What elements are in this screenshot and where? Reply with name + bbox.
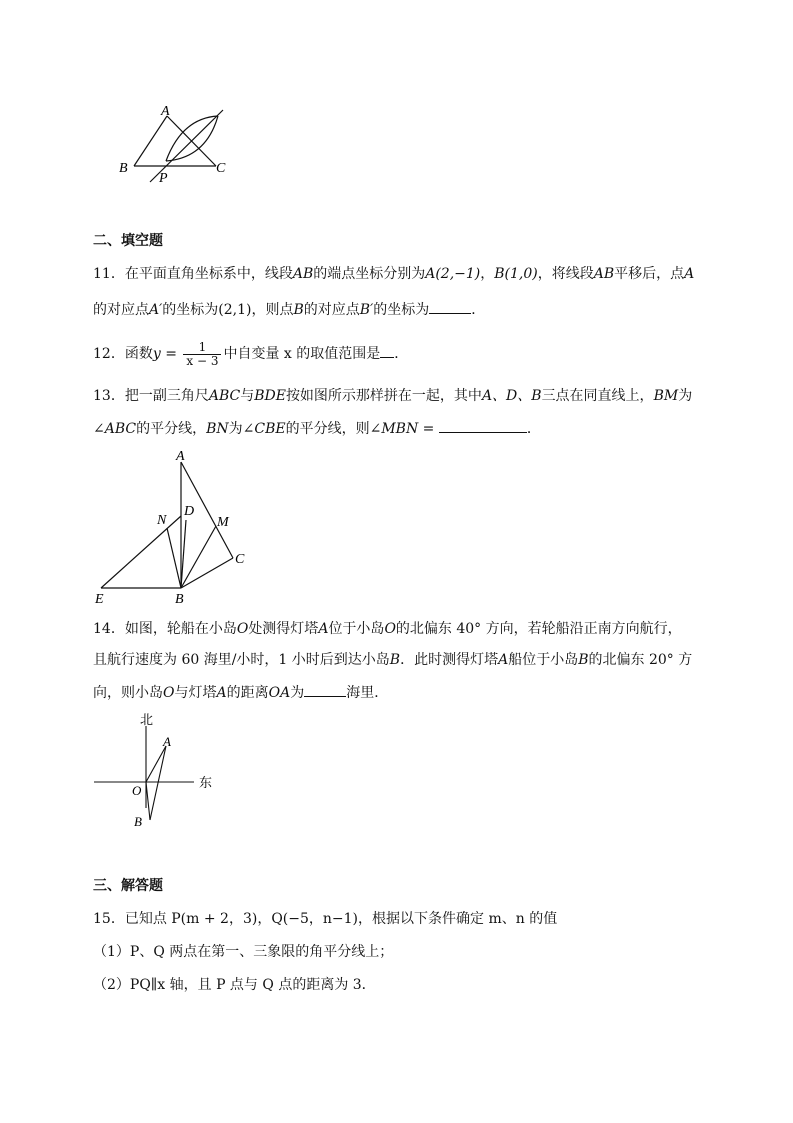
- label-north: 北: [140, 712, 154, 727]
- question-14-line-3: 向，则小岛O与灯塔A的距离OA为 海里．: [93, 682, 388, 703]
- label-c: C: [216, 161, 226, 176]
- segment-ob: [146, 782, 150, 820]
- label-east: 东: [199, 775, 213, 790]
- label-b: B: [175, 592, 184, 607]
- segment-ab: [134, 116, 167, 166]
- label-d: D: [184, 504, 195, 519]
- question-12: 12．函数y = $\frac{1}{x - 3}$ 中自变量 x 的取值范围是 ．: [93, 339, 409, 368]
- segment-oa: [146, 746, 166, 782]
- answer-blank-13[interactable]: [439, 418, 527, 433]
- label-c: C: [235, 552, 245, 567]
- label-b: B: [119, 161, 128, 176]
- set-squares-figure: [88, 448, 258, 608]
- segment-ba: [150, 746, 166, 820]
- segment-bd-diagonal: [181, 520, 186, 588]
- label-a: A: [176, 449, 185, 464]
- question-15-part-2: （2）PQ∥x 轴，且 P 点与 Q 点的距离为 3．: [93, 977, 376, 993]
- label-e: E: [95, 592, 104, 607]
- label-o: O: [132, 783, 142, 798]
- question-14-line-2: 且航行速度为 60 海里/小时，1 小时后到达小岛B．此时测得灯塔A船位于小岛B的北偏东 20° 方: [93, 652, 693, 668]
- question-15-stem: 15．已知点 P(m + 2，3)，Q(−5，n−1)，根据以下条件确定 m、n 的值: [93, 911, 558, 927]
- label-p: P: [159, 171, 168, 186]
- label-a: A: [161, 104, 170, 119]
- label-n: N: [157, 513, 167, 528]
- segment-bn: [167, 528, 181, 588]
- compass-direction-figure: [88, 708, 228, 833]
- section-title-fill-in: 二、填空题: [93, 233, 163, 249]
- triangle-arcs-figure: [110, 100, 250, 190]
- question-11-line-2: 的对应点A′的坐标为(2,1)，则点B的对应点B′的坐标为 ．: [93, 299, 485, 320]
- answer-blank-14[interactable]: [304, 682, 346, 697]
- section-title-answers: 三、解答题: [93, 878, 163, 894]
- segment-bm: [181, 526, 216, 588]
- segment-ed: [101, 516, 181, 588]
- answer-blank-12[interactable]: [380, 343, 394, 358]
- question-11-line-1: 11．在平面直角坐标系中，线段AB的端点坐标分别为A(2,−1)，B(1,0)，将线段AB平移后，点A: [93, 266, 695, 282]
- question-15-part-1: （1）P、Q 两点在第一、三象限的角平分线上；: [93, 944, 394, 960]
- question-13-line-2: ∠ABC的平分线，BN为∠CBE的平分线，则∠MBN = ．: [93, 418, 541, 439]
- label-b: B: [134, 814, 142, 829]
- label-a: A: [163, 734, 171, 749]
- answer-blank-11[interactable]: [429, 299, 471, 314]
- label-m: M: [217, 515, 229, 530]
- question-13-line-1: 13．把一副三角尺ABC与BDE按如图所示那样拼在一起，其中A、D、B三点在同直线上，BM为: [93, 388, 693, 404]
- fraction: $\frac{1}{x - 3}$: [183, 341, 221, 368]
- question-14-line-1: 14．如图，轮船在小岛O处测得灯塔A位于小岛O的北偏东 40° 方向，若轮船沿正南方向航行，: [93, 621, 682, 637]
